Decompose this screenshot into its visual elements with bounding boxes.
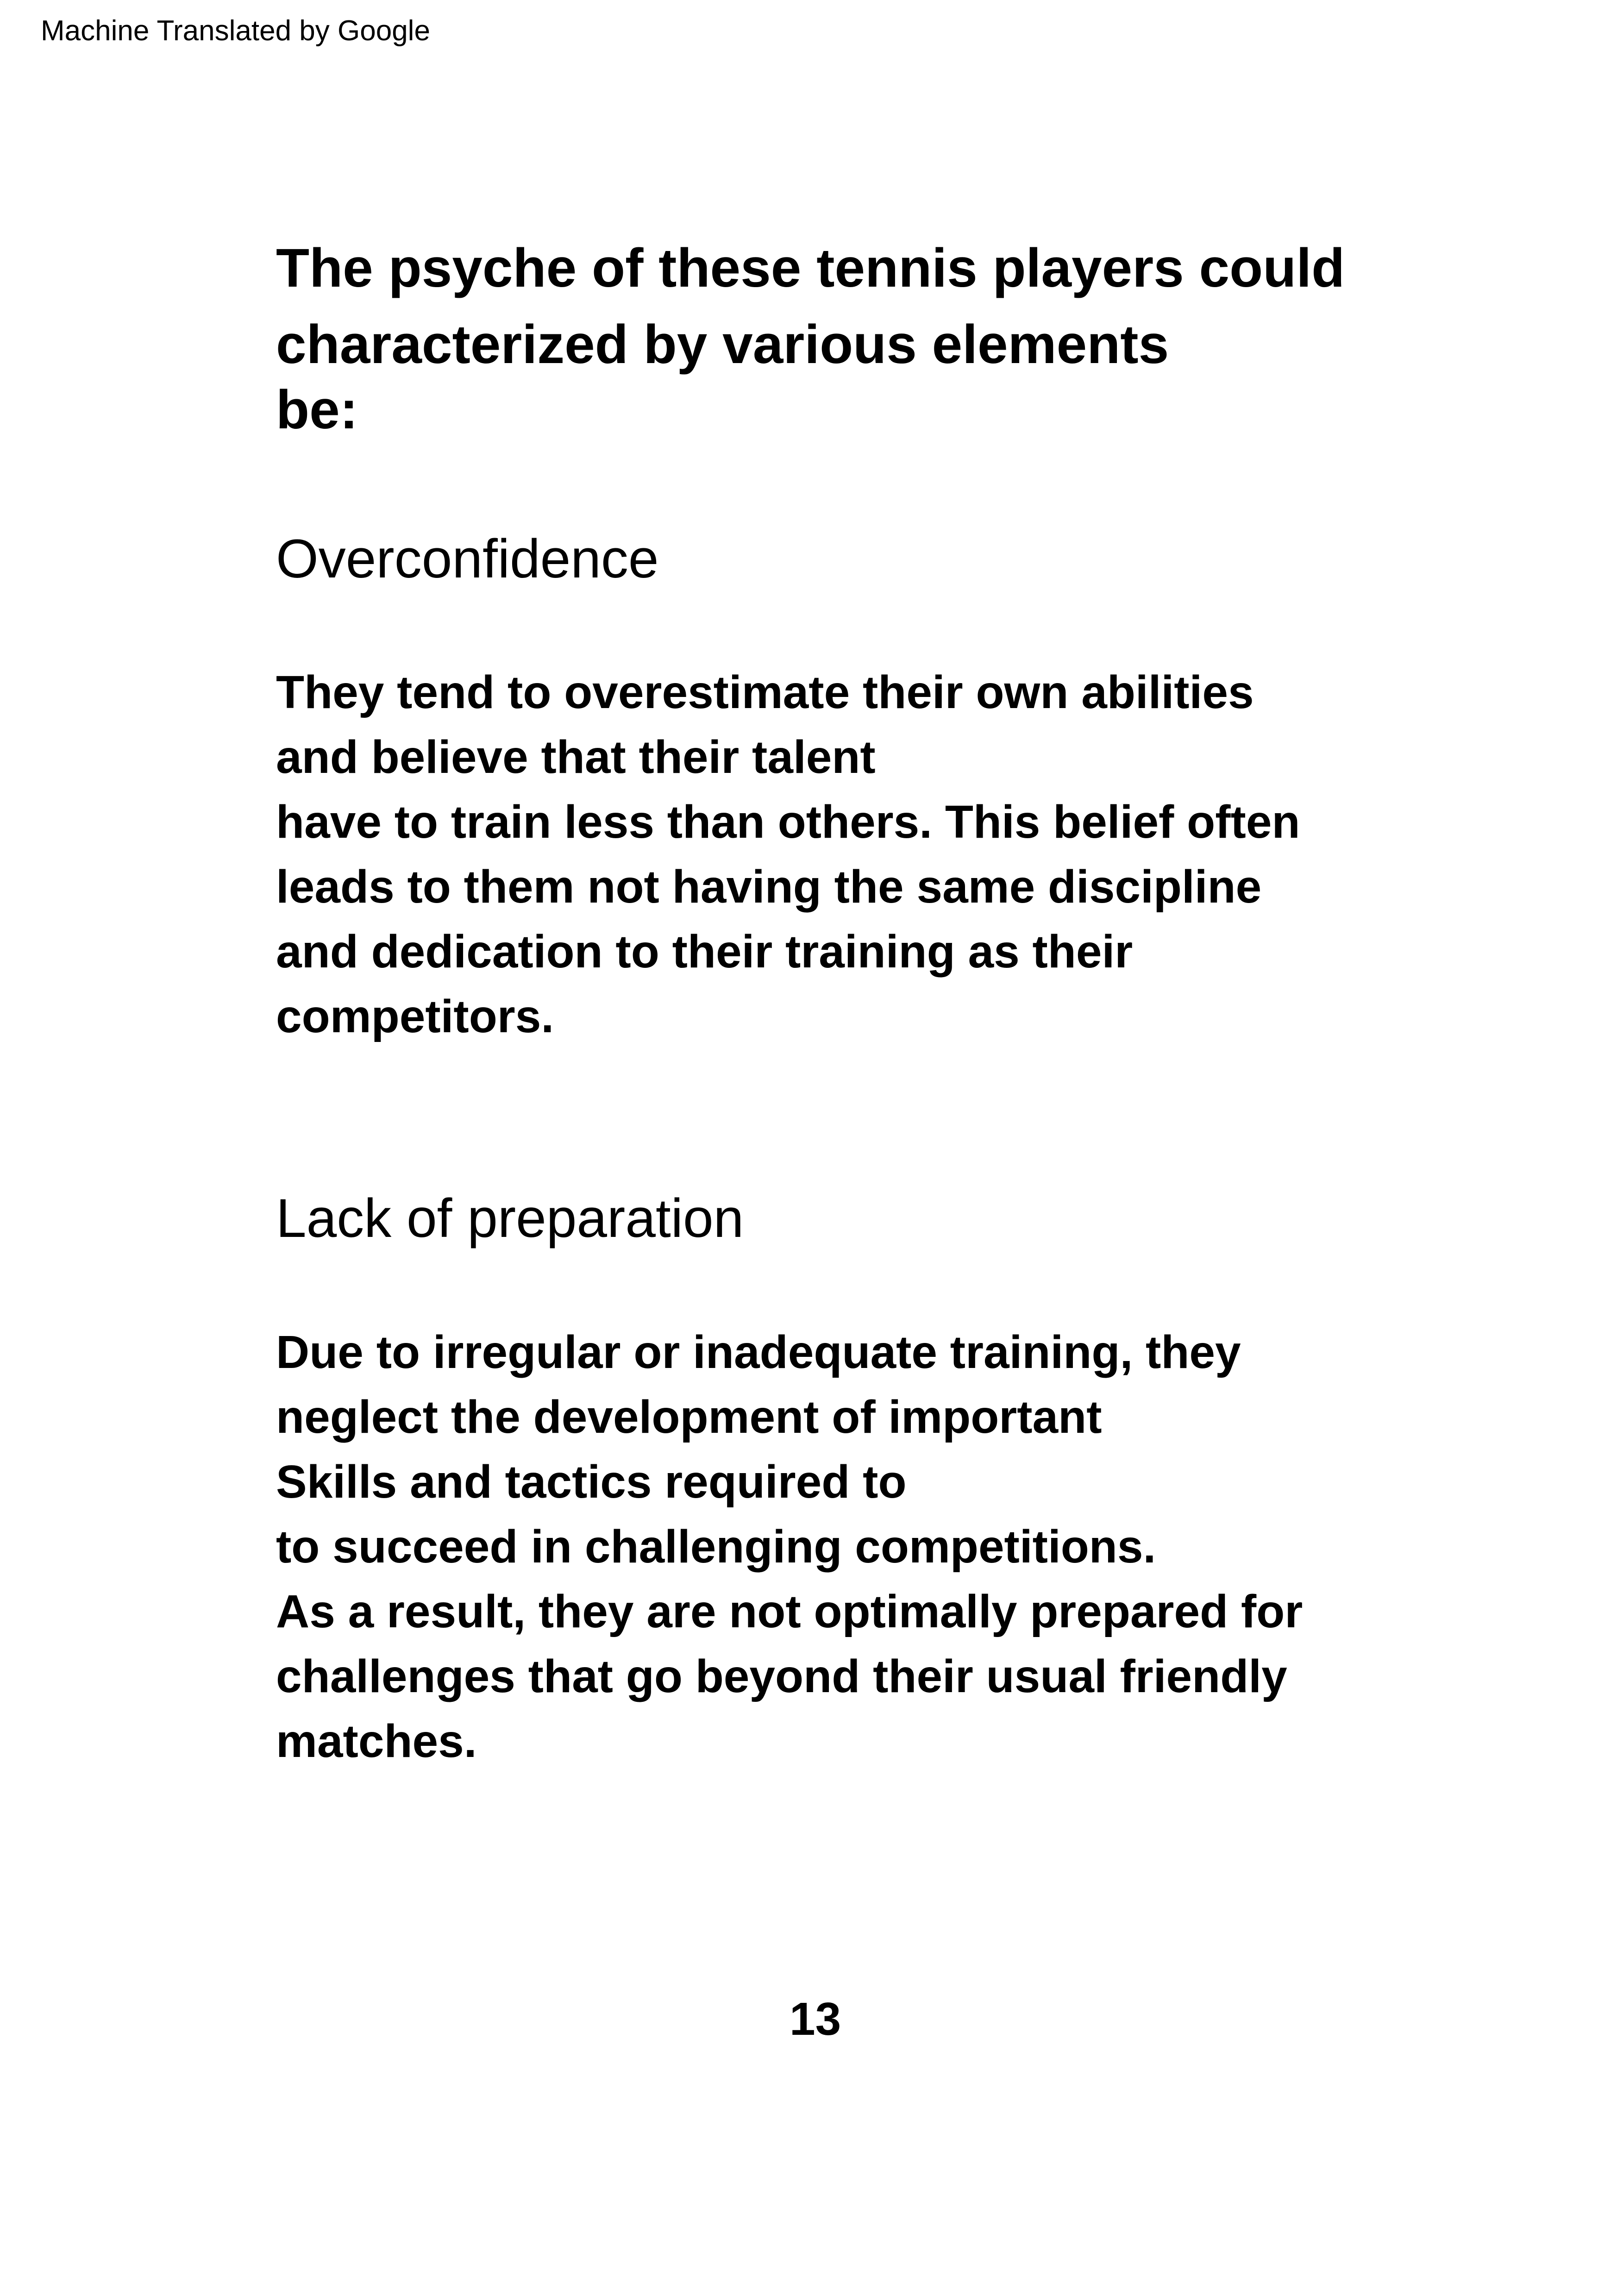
machine-translation-banner: Machine Translated by Google (41, 15, 430, 47)
page-number: 13 (790, 1993, 841, 2045)
overconfidence-line-5: and dedication to their training as their (276, 926, 1133, 978)
preparation-line-2: neglect the development of important (276, 1391, 1102, 1443)
overconfidence-line-2: and believe that their talent (276, 731, 876, 783)
title-line-2: characterized by various elements (276, 314, 1169, 375)
title-line-3: be: (276, 379, 358, 440)
preparation-line-5: As a result, they are not optimally prepared for (276, 1586, 1303, 1637)
preparation-line-7: matches. (276, 1715, 477, 1767)
overconfidence-line-1: They tend to overestimate their own abilities (276, 666, 1254, 718)
title-line-1: The psyche of these tennis players could (276, 238, 1345, 299)
section-heading-overconfidence: Overconfidence (276, 528, 659, 590)
preparation-line-4: to succeed in challenging competitions. (276, 1521, 1156, 1573)
preparation-line-1: Due to irregular or inadequate training, they (276, 1326, 1241, 1378)
overconfidence-line-3: have to train less than others. This belief often (276, 796, 1300, 848)
overconfidence-line-4: leads to them not having the same discipline (276, 861, 1262, 913)
overconfidence-line-6: competitors. (276, 991, 554, 1042)
preparation-line-3: Skills and tactics required to (276, 1456, 907, 1508)
section-heading-lack-of-preparation: Lack of preparation (276, 1188, 744, 1249)
preparation-line-6: challenges that go beyond their usual friendly (276, 1650, 1287, 1702)
